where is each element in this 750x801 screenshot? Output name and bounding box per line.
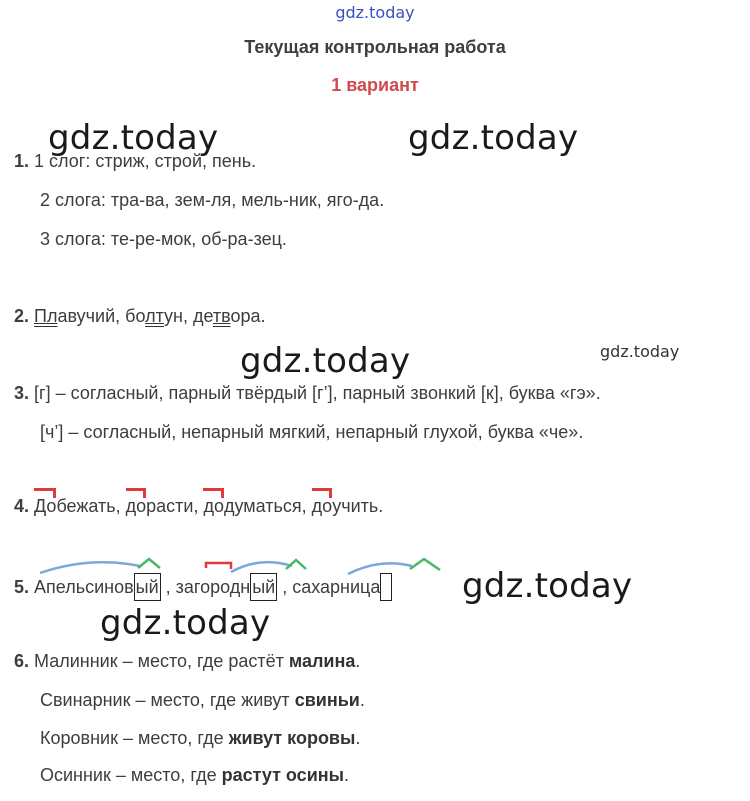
task-text: расти,	[146, 496, 204, 516]
watermark: gdz.today	[462, 566, 633, 606]
task-text: Малинник – место, где растёт	[34, 651, 289, 671]
task-number: 5.	[14, 577, 30, 597]
bold-word: растут осины	[221, 765, 344, 785]
prefix-mark: До	[34, 496, 57, 516]
watermark: gdz.today	[408, 118, 579, 158]
task-1-line-3: 3 слога: те-ре-мок, об-ра-зец.	[40, 229, 287, 249]
task-text: .	[355, 728, 361, 748]
task-text: загородн	[175, 577, 251, 597]
task-text: сахарница	[292, 577, 381, 597]
task-text: Свинарник – место, где живут	[40, 690, 295, 710]
task-text: Осинник – место, где	[40, 765, 222, 785]
task-number: 6.	[14, 651, 30, 671]
ending-box-empty	[380, 573, 392, 601]
task-6-line-3	[40, 728, 360, 749]
prefix-mark: до	[311, 496, 333, 516]
prefix-mark: до	[203, 496, 224, 516]
task-text: .	[344, 765, 350, 785]
underlined-consonants: Пл	[34, 306, 58, 326]
task-6-line-4	[40, 765, 349, 786]
task-1-line-2: 2 слога: тра-ва, зем-ля, мель-ник, яго-да.	[40, 190, 385, 210]
task-5	[14, 573, 392, 601]
ending-box: ый	[250, 573, 277, 601]
suffix-mark	[410, 559, 440, 570]
root-arc	[40, 562, 140, 573]
watermark-small: gdz.today	[600, 342, 680, 361]
task-number: 3.	[14, 383, 30, 403]
bold-word: живут коровы	[228, 728, 356, 748]
watermark-top: gdz.today	[335, 3, 415, 22]
prefix-mark: до	[125, 496, 147, 516]
task-text: учить.	[332, 496, 384, 516]
task-3-line-2: [ч’] – согласный, непарный мягкий, непарный глухой, буква «че».	[40, 422, 584, 442]
task-number: 1.	[14, 151, 30, 171]
separator: ,	[160, 577, 176, 597]
task-number: 2.	[14, 306, 30, 326]
underlined-consonants: лт	[145, 306, 165, 326]
task-text: Апельсинов	[34, 577, 134, 597]
task-number: 4.	[14, 496, 30, 516]
page-title: Текущая контрольная работа	[244, 37, 506, 57]
suffix-mark	[138, 559, 160, 568]
task-text: авучий, бо	[57, 306, 146, 326]
root-arc	[231, 562, 292, 572]
separator: ,	[277, 577, 293, 597]
bold-word: свиньи	[294, 690, 360, 710]
bold-word: малина	[288, 651, 356, 671]
task-text: [г] – согласный, парный твёрдый [г’], парный звонкий [к], буква «гэ».	[34, 383, 601, 403]
task-6-line-1	[14, 651, 360, 672]
task-6-line-2	[40, 690, 365, 711]
variant-label: 1 вариант	[331, 75, 419, 95]
task-text: ора.	[230, 306, 266, 326]
prefix-mark-svg	[206, 563, 231, 569]
watermark: gdz.today	[100, 603, 271, 643]
ending-box: ый	[134, 573, 161, 601]
task-text: .	[359, 690, 365, 710]
task-text: думаться,	[224, 496, 312, 516]
underlined-consonants: тв	[212, 306, 231, 326]
watermark: gdz.today	[240, 341, 411, 381]
task-text: 1 слог: стриж, строй, пень.	[34, 151, 257, 171]
task-text: .	[355, 651, 361, 671]
task-text: бежать,	[56, 496, 126, 516]
task-text: Коровник – место, где	[40, 728, 229, 748]
watermark: gdz.today	[48, 118, 219, 158]
task-text: ун, де	[164, 306, 213, 326]
